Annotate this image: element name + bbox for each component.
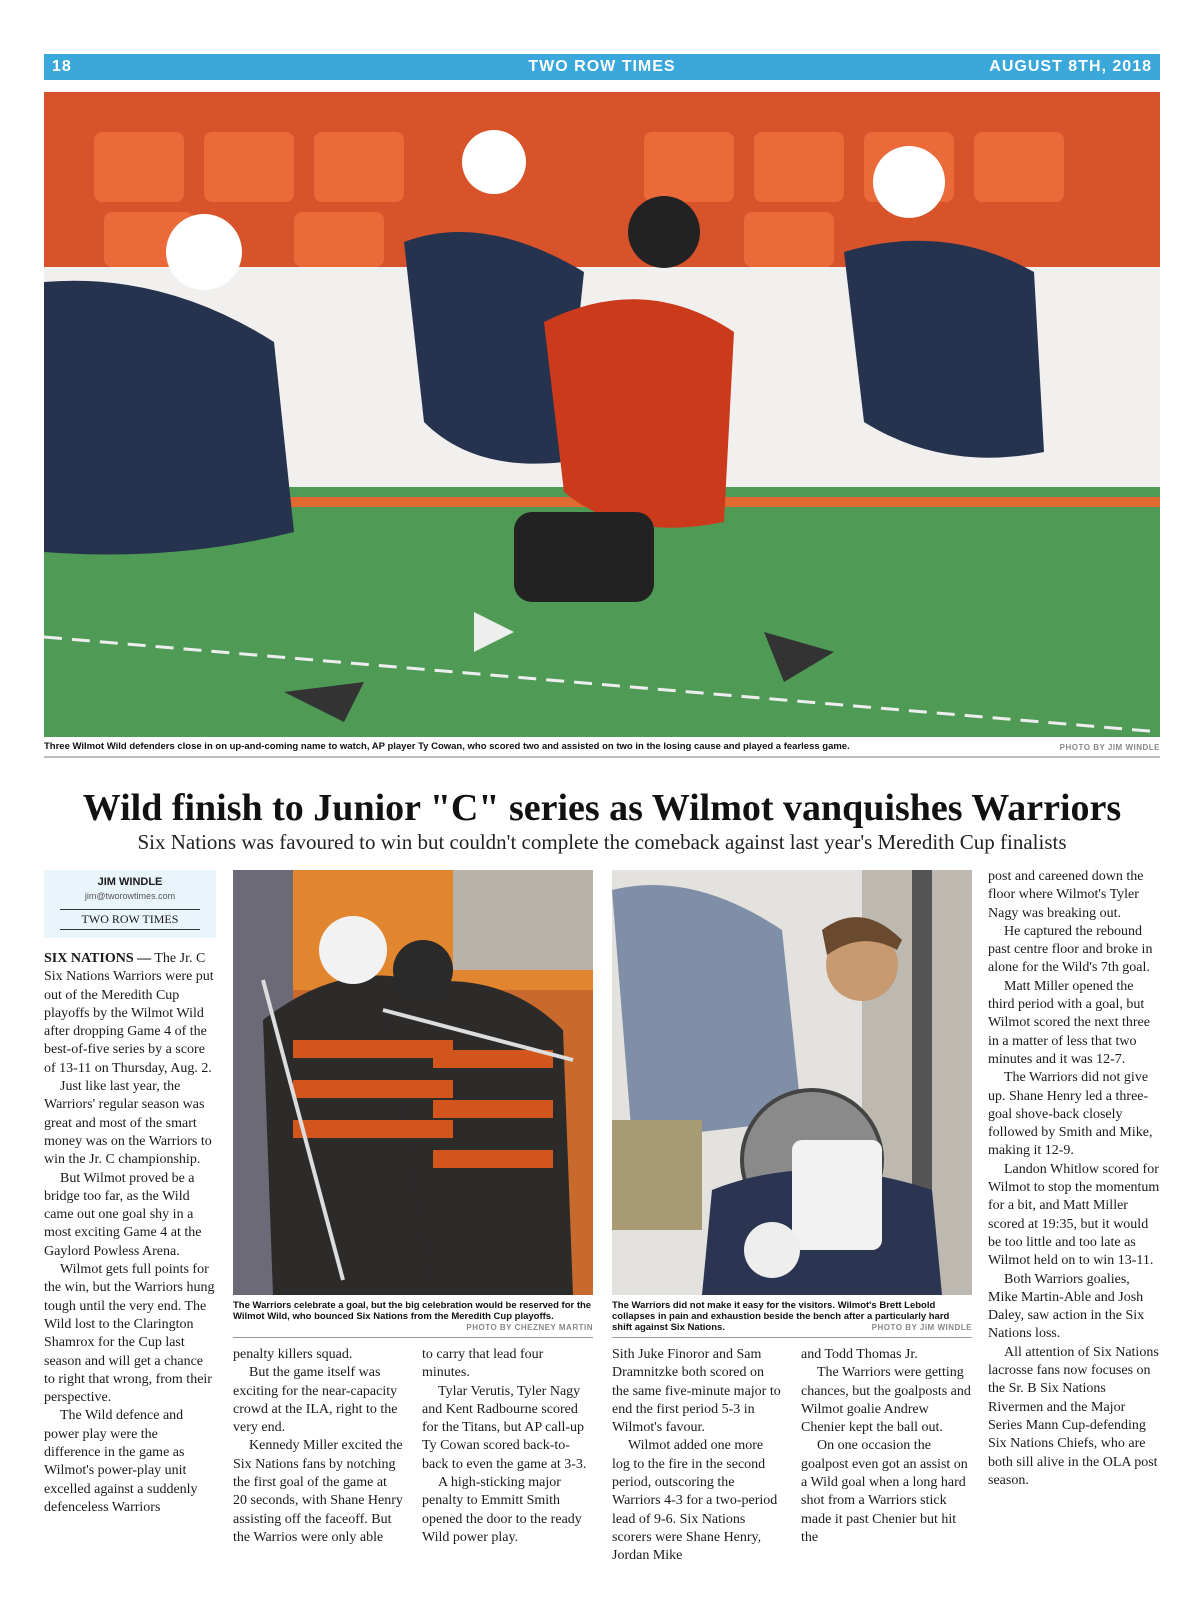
paragraph-text: The Jr. C Six Nations Warriors were put out of the Meredith Cup playoffs by the Wilmot Wild after dropping Game 4 of the best-of-five series by a score of 13-11 on Thursday, Aug. 2. — [44, 951, 214, 1076]
paragraph: But Wilmot proved be a bridge too far, as the Wild came out one goal shy in a most exciting Game 4 at the Gaylord Powless Arena. — [44, 1170, 202, 1259]
paragraph: Landon Whitlow scored for Wilmot to stop the momentum for a bit, and Matt Miller scored at 19:35, but it would be too little and too late as Wilmot held on to win 13-11. — [988, 1161, 1160, 1269]
byline-publication: TWO ROW TIMES — [60, 909, 200, 930]
paragraph: Wilmot gets full points for the win, but the Warriors hung tough until the very end. The Wild lost to the Clarington Shamrox for the Cup last season and will get a chance to right that wrong, from their perspective. — [44, 1262, 215, 1406]
warriors-celebration-photo — [233, 870, 593, 1295]
byline-name: JIM WINDLE — [97, 876, 163, 888]
article-column-2 — [233, 1346, 403, 1547]
paragraph: Matt Miller opened the third period with a goal, but Wilmot scored the next three in a matter of less that two minutes and it was 12-7. — [988, 978, 1150, 1067]
photo3-credit: PHOTO BY JIM WINDLE — [871, 1323, 972, 1332]
paragraph: The Warriors were getting chances, but the goalposts and Wilmot goalie Andrew Chenier kept the ball out. — [801, 1365, 971, 1436]
paragraph: On one occasion the goalpost even got an assist on a Wild goal when a long hard shot from a Warriors stick made it past Chenier but hit the — [801, 1438, 968, 1545]
photo3-rule — [612, 1337, 972, 1338]
paragraph: Both Warriors goalies, Mike Martin-Able and Josh Daley, saw action in the Six Nations loss. — [988, 1271, 1145, 1342]
photo2-rule — [233, 1337, 593, 1338]
photo2-credit: PHOTO BY CHEZNEY MARTIN — [466, 1323, 593, 1332]
paragraph: All attention of Six Nations lacrosse fans now focuses on the Sr. B Six Nations Rivermen and the Major Series Mann Cup-defending Six Nations Chiefs, who are both sill alive in the OLA post season. — [988, 1344, 1159, 1488]
article-column-1 — [44, 950, 216, 1517]
paragraph: Sith Juke Finoror and Sam Dramnitzke both scored on the same five-minute major to end the first period 5-3 in Wilmot's favour. — [612, 1347, 781, 1436]
paragraph: The Wild defence and power play were the difference in the game as Wilmot's power-play unit excelled against a suddenly defenceless Warriors — [44, 1408, 198, 1515]
paragraph: Tylar Verutis, Tyler Nagy and Kent Radbourne scored for the Titans, but AP call-up Ty Cowan scored back-to-back to even the game at 3-3. — [422, 1383, 587, 1472]
paragraph: But the game itself was exciting for the near-capacity crowd at the ILA, right to the very end. — [233, 1365, 398, 1436]
paragraph: Wilmot added one more log to the fire in the second period, outscoring the Warriors 4-3 for a two-period lead of 9-6. Six Nations scorers were Shane Henry, Jordan Mike — [612, 1438, 778, 1564]
byline-email: jim@tworowtimes.com — [84, 891, 176, 901]
dateline: SIX NATIONS — — [44, 951, 152, 966]
photo2-caption — [233, 1300, 593, 1333]
publication-name: TWO ROW TIMES — [528, 58, 676, 75]
lead-photo-credit: PHOTO BY JIM WINDLE — [1059, 743, 1160, 752]
lead-photo — [44, 92, 1160, 737]
caption-rule — [44, 756, 1160, 758]
byline-box — [44, 870, 216, 938]
article-column-3 — [422, 1346, 592, 1547]
paragraph — [44, 950, 216, 1078]
lead-photo-caption — [44, 741, 1014, 752]
photo3-caption — [612, 1300, 972, 1333]
paragraph: He captured the rebound past centre floor and broke in alone for the Wild's 7th goal. — [988, 923, 1153, 976]
article-column-6 — [988, 868, 1160, 1490]
page-banner — [44, 54, 1160, 80]
article-column-4 — [612, 1346, 782, 1566]
headline: Wild finish to Junior "C" series as Wilmot vanquishes Warriors — [82, 787, 1122, 829]
wilmot-collapse-photo — [612, 870, 972, 1295]
paragraph: and Todd Thomas Jr. — [801, 1347, 918, 1362]
photo2-caption-text: The Warriors celebrate a goal, but the big celebration would be reserved for the Wilmot Wild, who bounced Six Nations from the Meredith Cup playoffs. — [233, 1300, 592, 1322]
paragraph: The Warriors did not give up. Shane Henry led a three-goal shove-back closely followed by Smith and Mike, making it 12-9. — [988, 1070, 1153, 1159]
paragraph: to carry that lead four minutes. — [422, 1347, 544, 1381]
paragraph: post and careened down the floor where Wilmot's Tyler Nagy was breaking out. — [988, 869, 1144, 921]
issue-date: AUGUST 8TH, 2018 — [989, 58, 1152, 75]
paragraph: Just like last year, the Warriors' regular season was great and most of the smart money was on the Warriors to win the Jr. C championship. — [44, 1079, 212, 1168]
photo3-caption-text: The Warriors did not make it easy for the visitors. Wilmot's Brett Lebold collapses in pain and exhaustion beside the bench after a particularly hard shift against Six Nations. — [612, 1300, 950, 1333]
paragraph: penalty killers squad. — [233, 1347, 353, 1362]
paragraph: Kennedy Miller excited the Six Nations fans by notching the first goal of the game at 20 seconds, with Shane Henry assisting off the faceoff. But the Warrios were only able — [233, 1438, 403, 1545]
page-number: 18 — [52, 58, 72, 75]
article-column-5 — [801, 1346, 973, 1547]
deck: Six Nations was favoured to win but couldn't complete the comeback against last year's Meredith Cup finalists — [137, 830, 1067, 854]
lead-caption-text: Three Wilmot Wild defenders close in on up-and-coming name to watch, AP player Ty Cowan, who scored two and assisted on two in the losing cause and played a fearless game. — [44, 741, 850, 752]
paragraph: A high-sticking major penalty to Emmitt Smith opened the door to the ready Wild power play. — [422, 1475, 582, 1545]
